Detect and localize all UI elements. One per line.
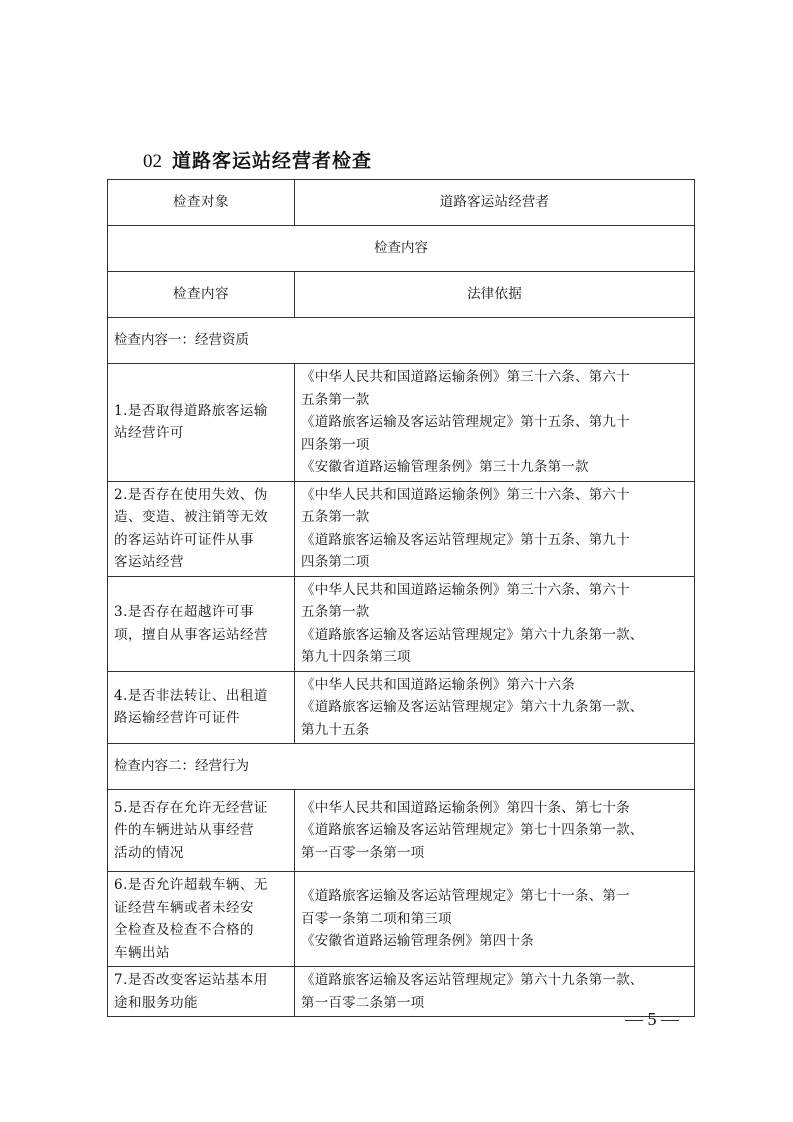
legal-basis-line: 五条第一款 xyxy=(301,391,370,408)
check-item-line: 路运输经营许可证件 xyxy=(114,710,240,727)
check-item-line: 件的车辆进站从事经营 xyxy=(114,822,254,839)
inspection-table xyxy=(107,179,695,1017)
legal-basis-line: 五条第一款 xyxy=(301,509,370,525)
table-row xyxy=(108,364,695,482)
check-item xyxy=(108,481,295,576)
table-row xyxy=(108,226,695,272)
check-item-line: 4.是否非法转让、出租道 xyxy=(114,687,268,704)
legal-basis-line: 《安徽省道路运输管理条例》第三十九条第一款 xyxy=(301,459,589,475)
object-label: 检查对象 xyxy=(108,180,295,226)
legal-basis-line: 《道路旅客运输及客运站管理规定》第十五条、第九十 xyxy=(301,414,630,430)
table-row xyxy=(108,481,695,576)
legal-basis-line: 《中华人民共和国道路运输条例》第六十六条 xyxy=(301,676,575,693)
section-heading: 检查内容一：经营资质 xyxy=(108,318,695,364)
legal-basis-line: 《道路旅客运输及客运站管理规定》第七十一条、第一 xyxy=(301,888,630,905)
object-value: 道路客运站经营者 xyxy=(295,180,695,226)
page-title xyxy=(143,148,372,175)
table-row xyxy=(108,790,695,872)
section-heading: 检查内容二：经营行为 xyxy=(108,744,695,790)
legal-basis-line: 四条第二项 xyxy=(301,554,370,570)
table-row xyxy=(108,872,695,967)
check-item-line: 3.是否存在超越许可事 xyxy=(114,604,254,620)
table-row xyxy=(108,576,695,671)
check-item xyxy=(108,576,295,671)
legal-basis-line: 《道路旅客运输及客运站管理规定》第六十九条第一款、 xyxy=(301,699,644,715)
legal-basis xyxy=(295,364,695,482)
table-row xyxy=(108,967,695,1017)
legal-basis-line: 百零一条第二项和第三项 xyxy=(301,910,452,927)
check-item-line: 项，擅自从事客运站经营 xyxy=(114,626,268,643)
legal-basis xyxy=(295,481,695,576)
check-item-line: 1.是否取得道路旅客运输 xyxy=(114,402,268,419)
check-item-line: 客运站经营 xyxy=(114,554,184,570)
legal-basis-line: 《道路旅客运输及客运站管理规定》第七十四条第一款、 xyxy=(301,822,644,839)
legal-basis xyxy=(295,790,695,872)
legal-basis-line: 《中华人民共和国道路运输条例》第三十六条、第六十 xyxy=(301,581,630,598)
check-item xyxy=(108,790,295,872)
legal-basis-line: 《安徽省道路运输管理条例》第四十条 xyxy=(301,933,534,950)
legal-basis-line: 《道路旅客运输及客运站管理规定》第十五条、第九十 xyxy=(301,531,630,548)
legal-basis xyxy=(295,576,695,671)
check-item-line: 7.是否改变客运站基本用 xyxy=(114,972,268,988)
column-header-basis: 法律依据 xyxy=(295,272,695,318)
check-item xyxy=(108,364,295,482)
check-item-line: 证经营车辆或者未经安 xyxy=(114,899,254,916)
table-row xyxy=(108,671,695,744)
check-item xyxy=(108,967,295,1017)
legal-basis xyxy=(295,872,695,967)
title-number: 02 xyxy=(143,151,162,172)
check-item xyxy=(108,671,295,744)
table-row xyxy=(108,180,695,226)
section-header-row xyxy=(108,744,695,790)
check-item-line: 活动的情况 xyxy=(114,844,184,861)
check-item-line: 造、变造、被注销等无效 xyxy=(114,509,268,525)
legal-basis-line: 《中华人民共和国道路运输条例》第三十六条、第六十 xyxy=(301,369,630,385)
legal-basis-line: 《中华人民共和国道路运输条例》第三十六条、第六十 xyxy=(301,486,630,503)
legal-basis-line: 第九十四条第三项 xyxy=(301,649,411,665)
check-item-line: 途和服务功能 xyxy=(114,994,198,1011)
legal-basis-line: 第一百零一条第一项 xyxy=(301,844,425,861)
legal-basis-line: 《道路旅客运输及客运站管理规定》第六十九条第一款、 xyxy=(301,972,644,988)
legal-basis-line: 《中华人民共和国道路运输条例》第四十条、第七十条 xyxy=(301,799,630,816)
check-item-line: 站经营许可 xyxy=(114,425,184,442)
table-row xyxy=(108,272,695,318)
check-item-line: 2.是否存在使用失效、伪 xyxy=(114,486,268,503)
page-number: — 5 — xyxy=(625,1009,679,1029)
check-item xyxy=(108,872,295,967)
section-header-row xyxy=(108,318,695,364)
check-item-line: 车辆出站 xyxy=(114,944,170,961)
check-item-line: 6.是否允许超载车辆、无 xyxy=(114,877,268,893)
legal-basis-line: 《道路旅客运输及客运站管理规定》第六十九条第一款、 xyxy=(301,626,644,643)
legal-basis xyxy=(295,671,695,744)
title-text: 道路客运站经营者检查 xyxy=(172,150,373,172)
check-item-line: 全检查及检查不合格的 xyxy=(114,922,254,938)
legal-basis-line: 第九十五条 xyxy=(301,721,370,738)
column-header-content: 检查内容 xyxy=(108,272,295,318)
content-heading: 检查内容 xyxy=(108,226,695,272)
check-item-line: 的客运站许可证件从事 xyxy=(114,531,254,548)
legal-basis-line: 第一百零二条第一项 xyxy=(301,994,425,1011)
legal-basis-line: 五条第一款 xyxy=(301,604,370,620)
check-item-line: 5.是否存在允许无经营证 xyxy=(114,799,268,816)
legal-basis-line: 四条第一项 xyxy=(301,436,370,453)
